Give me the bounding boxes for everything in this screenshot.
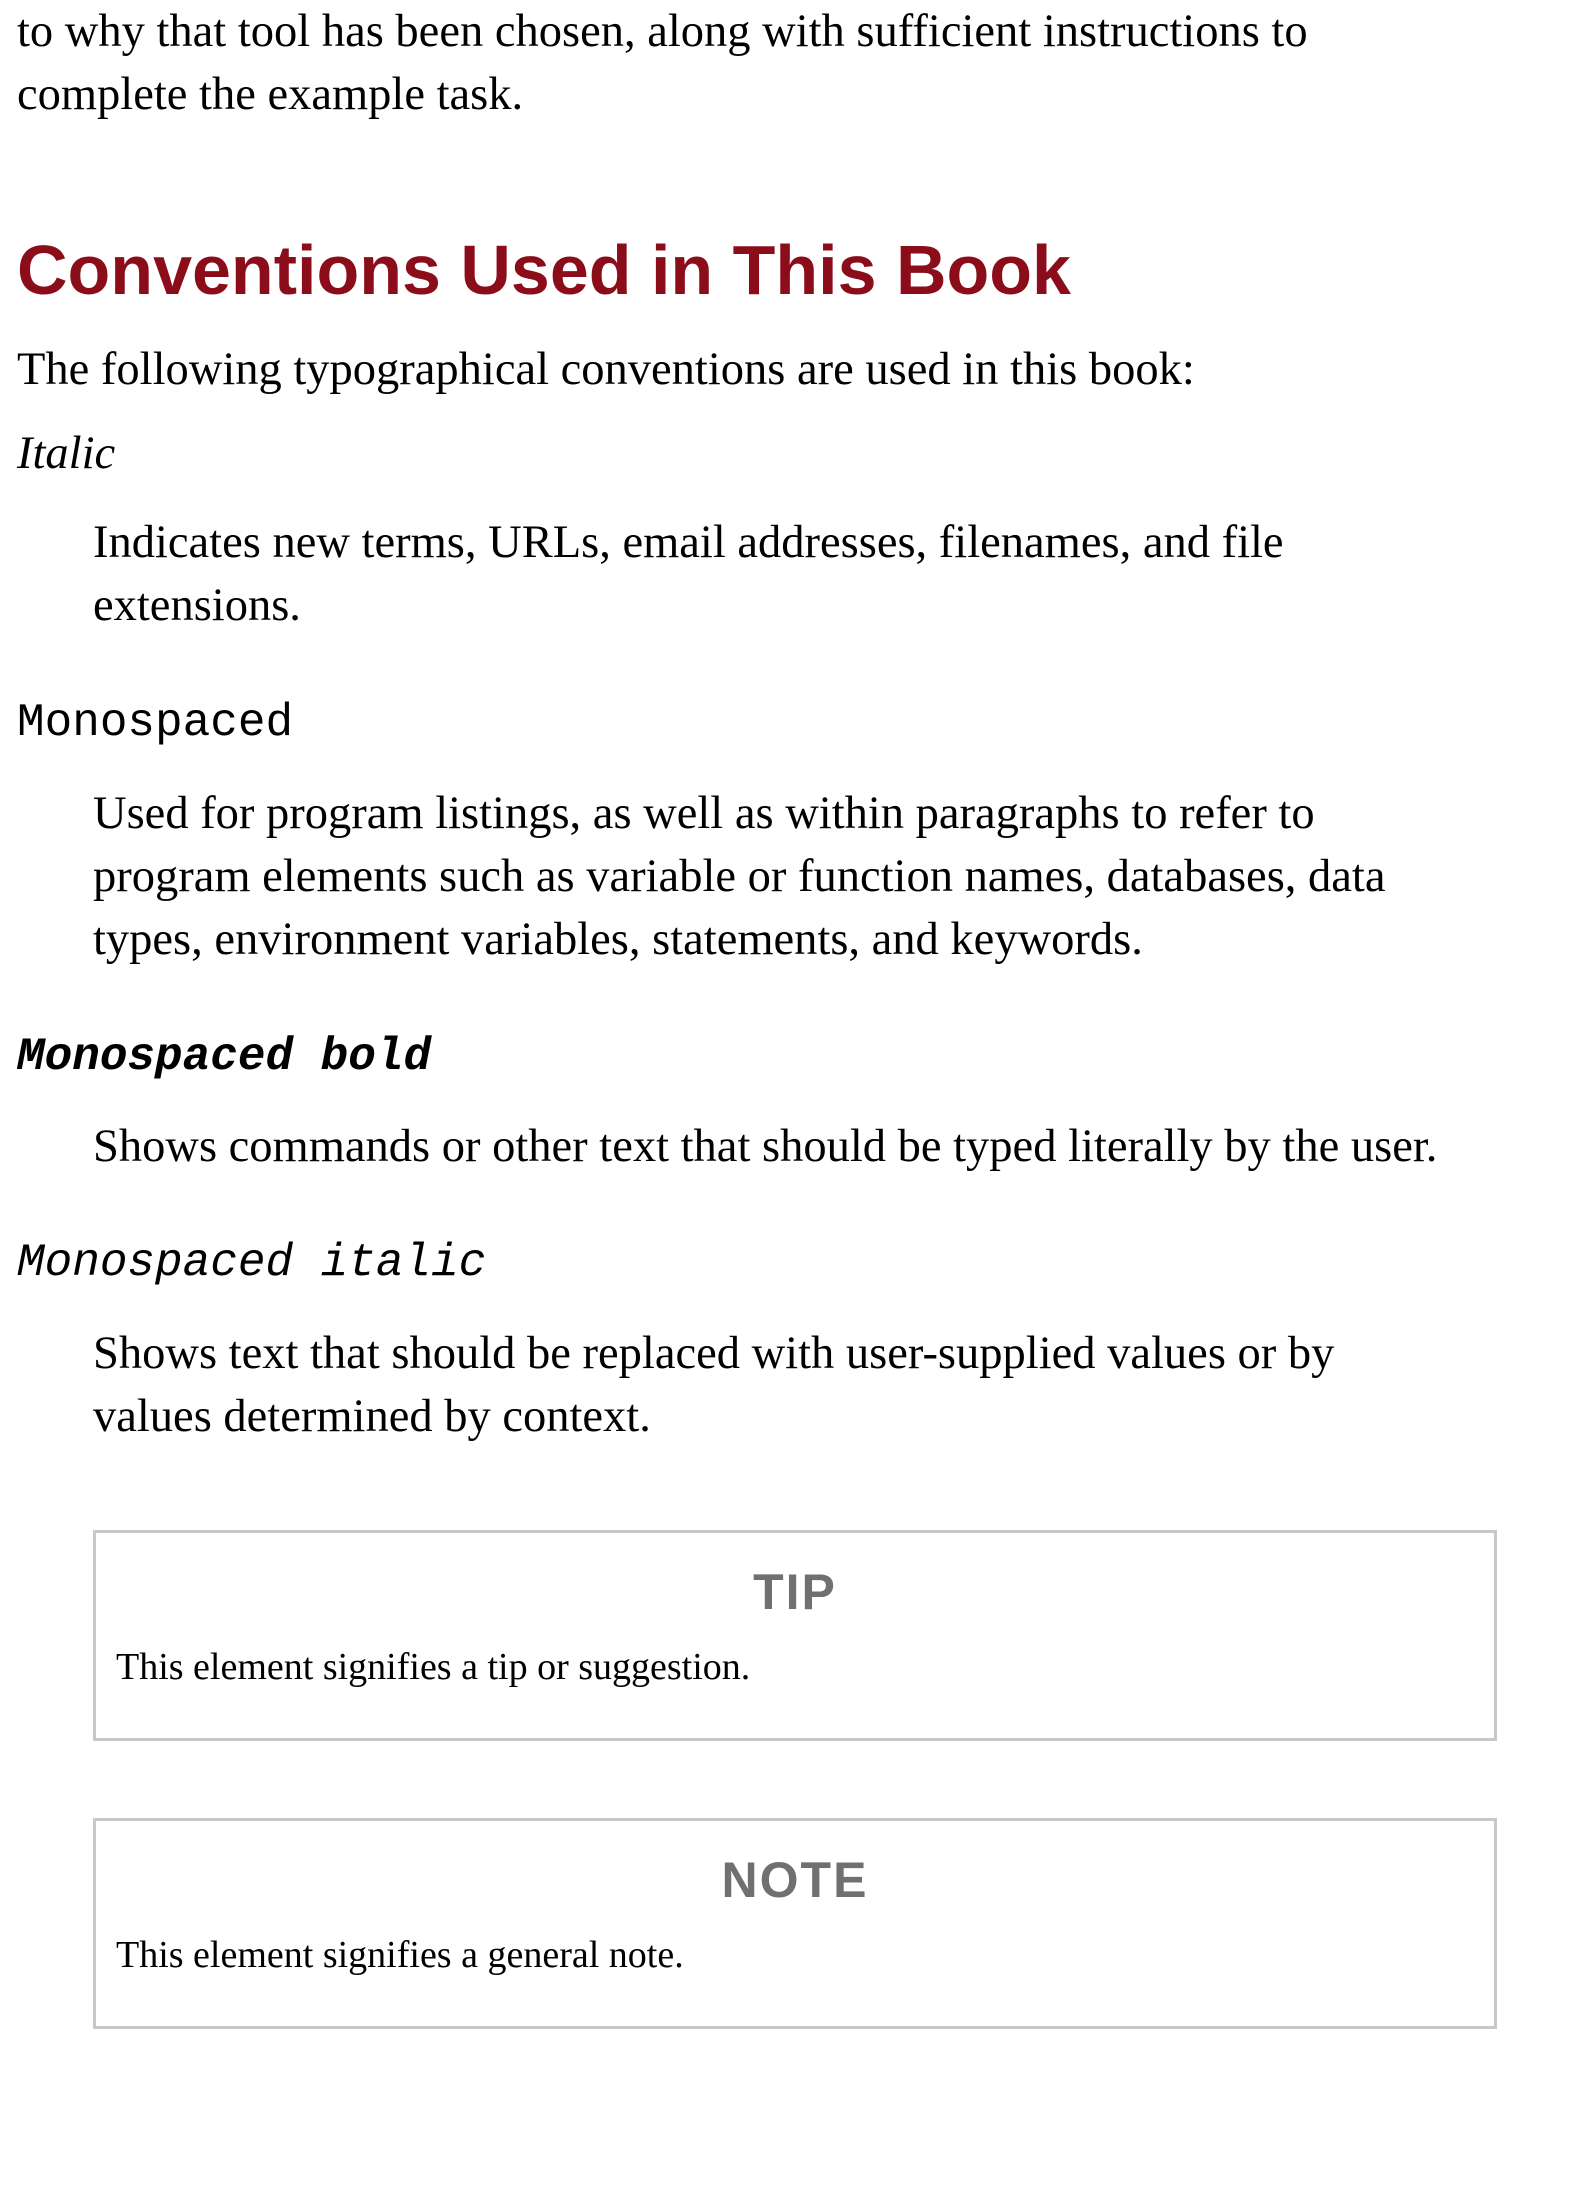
description-line: Shows commands or other text that should be typed literally by the user. bbox=[93, 1121, 1438, 1172]
tip-callout-body: This element signifies a tip or suggestion. bbox=[116, 1646, 751, 1688]
description-line: types, environment variables, statements, and keywords. bbox=[93, 914, 1143, 965]
description-line: Used for program listings, as well as within paragraphs to refer to bbox=[93, 788, 1315, 839]
note-callout-body: This element signifies a general note. bbox=[116, 1934, 684, 1976]
term-monospaced-bold-description bbox=[93, 1115, 1583, 1178]
tip-callout bbox=[93, 1530, 1497, 1741]
term-monospaced-italic: Monospaced italic bbox=[17, 1237, 487, 1289]
intro-line: complete the example task. bbox=[17, 69, 524, 120]
intro-paragraph bbox=[17, 0, 1577, 126]
term-italic: Italic bbox=[17, 428, 116, 479]
term-monospaced-italic-description bbox=[93, 1322, 1583, 1448]
section-lead: The following typographical conventions are used in this book: bbox=[17, 344, 1195, 395]
section-heading: Conventions Used in This Book bbox=[17, 231, 1071, 309]
description-line: extensions. bbox=[93, 580, 301, 631]
description-line: program elements such as variable or function names, databases, data bbox=[93, 851, 1386, 902]
description-line: values determined by context. bbox=[93, 1391, 651, 1442]
term-italic-description bbox=[93, 511, 1583, 637]
description-line: Indicates new terms, URLs, email addresses, filenames, and file bbox=[93, 517, 1284, 568]
term-monospaced-description bbox=[93, 782, 1583, 971]
note-callout bbox=[93, 1818, 1497, 2029]
term-monospaced: Monospaced bbox=[17, 697, 294, 749]
note-callout-title: NOTE bbox=[721, 1852, 869, 1908]
description-line: Shows text that should be replaced with user-supplied values or by bbox=[93, 1328, 1335, 1379]
book-page bbox=[17, 0, 1577, 1976]
intro-line: to why that tool has been chosen, along with sufficient instructions to bbox=[17, 6, 1308, 57]
term-monospaced-bold: Monospaced bold bbox=[17, 1031, 432, 1083]
tip-callout-title: TIP bbox=[753, 1564, 837, 1620]
